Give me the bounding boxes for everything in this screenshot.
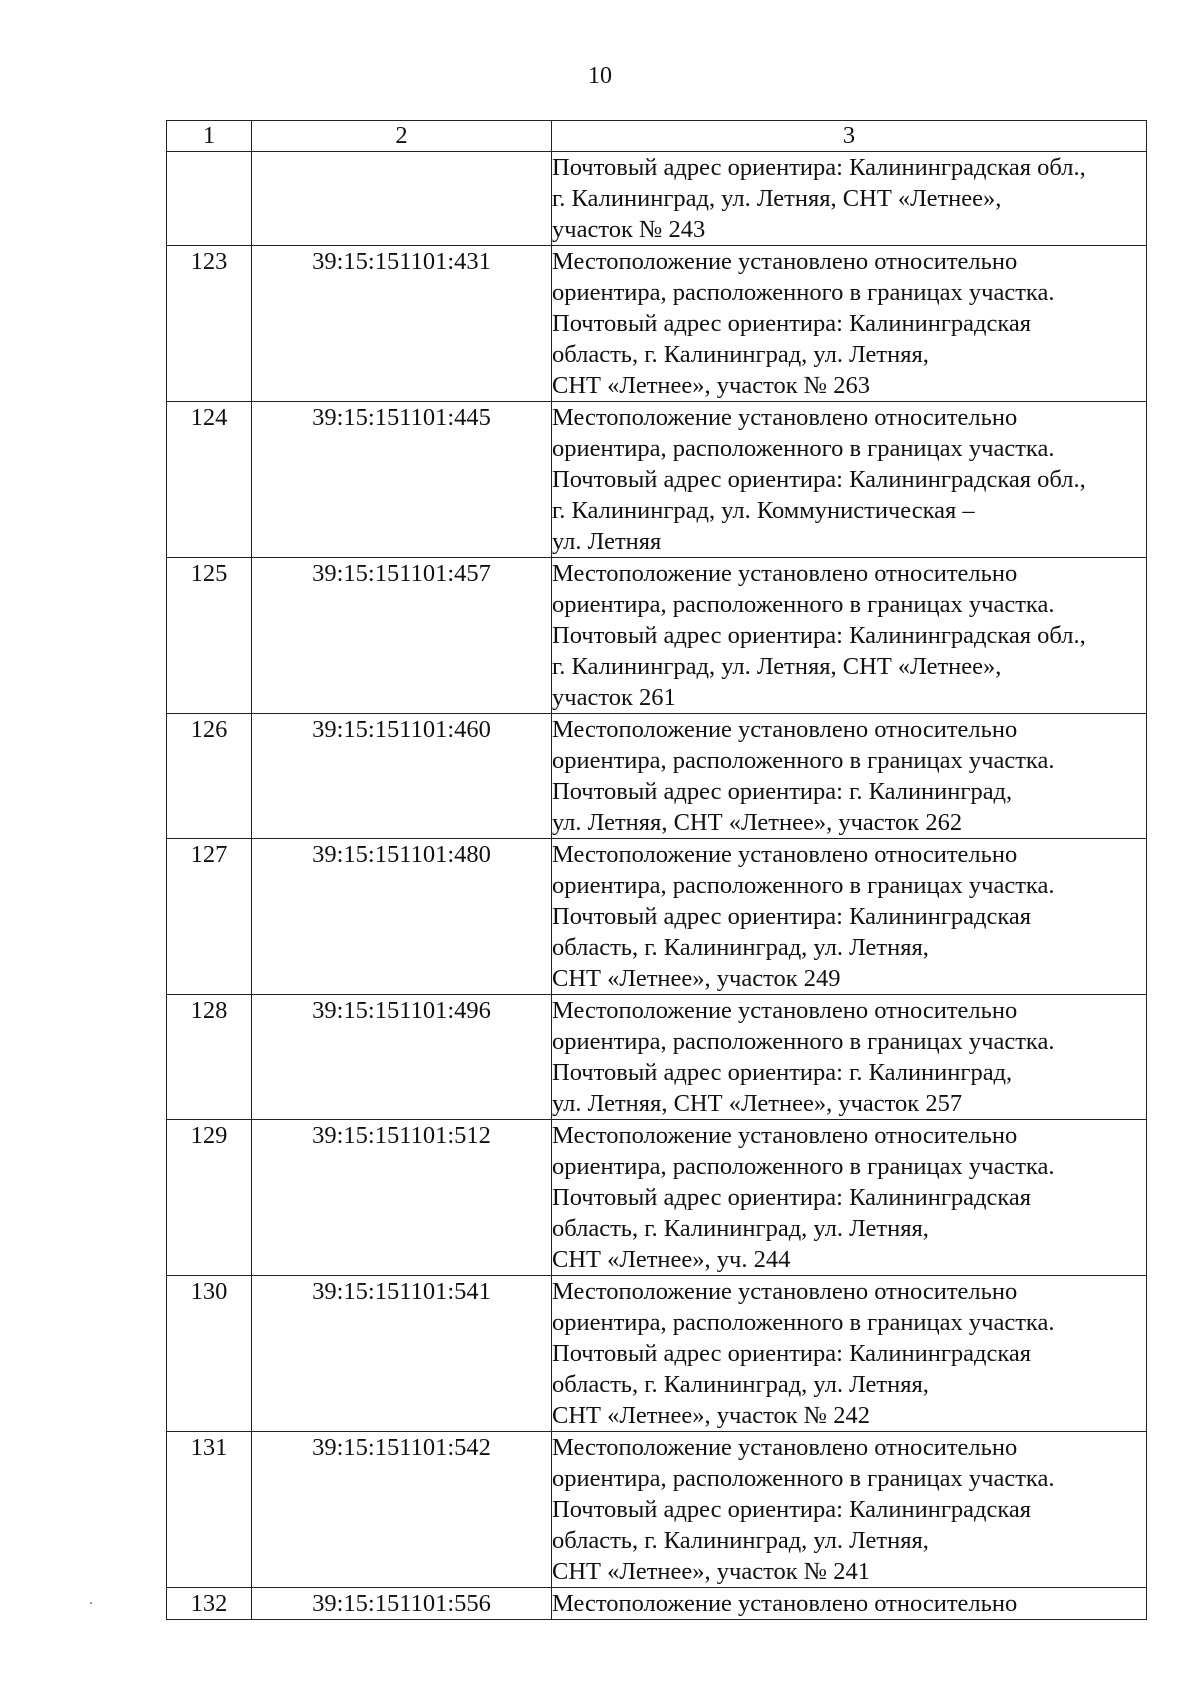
cadastral-number: 39:15:151101:480 bbox=[252, 839, 552, 995]
cadastral-number: 39:15:151101:431 bbox=[252, 246, 552, 402]
location-description: Почтовый адрес ориентира: Калининградская обл., г. Калининград, ул. Летняя, СНТ «Летнее», участок № 243 bbox=[552, 152, 1147, 246]
column-header-1: 1 bbox=[167, 121, 252, 152]
table-row bbox=[167, 839, 1147, 995]
cadastral-number: 39:15:151101:556 bbox=[252, 1588, 552, 1620]
cadastral-number: 39:15:151101:542 bbox=[252, 1432, 552, 1588]
location-description: Местоположение установлено относительно ориентира, расположенного в границах участка. Почтовый адрес ориентира: Калининградская обл., г. Калининград, ул. Летняя, СНТ «Летнее», участок 261 bbox=[552, 558, 1147, 714]
location-description: Местоположение установлено относительно ориентира, расположенного в границах участка. Почтовый адрес ориентира: г. Калининград, ул. Летняя, СНТ «Летнее», участок 262 bbox=[552, 714, 1147, 839]
row-number: 124 bbox=[167, 402, 252, 558]
table-row bbox=[167, 402, 1147, 558]
row-number: 131 bbox=[167, 1432, 252, 1588]
cadastral-number: 39:15:151101:496 bbox=[252, 995, 552, 1120]
cadastral-number: 39:15:151101:541 bbox=[252, 1276, 552, 1432]
column-header-3: 3 bbox=[552, 121, 1147, 152]
column-header-2: 2 bbox=[252, 121, 552, 152]
table-row bbox=[167, 152, 1147, 246]
row-number: 125 bbox=[167, 558, 252, 714]
location-description: Местоположение установлено относительно ориентира, расположенного в границах участка. Почтовый адрес ориентира: Калининградская обл., г. Калининград, ул. Коммунистическая – ул. Летняя bbox=[552, 402, 1147, 558]
header-row bbox=[167, 121, 1147, 152]
row-number: 127 bbox=[167, 839, 252, 995]
location-description: Местоположение установлено относительно ориентира, расположенного в границах участка. Почтовый адрес ориентира: Калининградская область, г. Калининград, ул. Летняя, СНТ «Летнее», уч. 244 bbox=[552, 1120, 1147, 1276]
location-description: Местоположение установлено относительно bbox=[552, 1588, 1147, 1620]
table-row bbox=[167, 246, 1147, 402]
location-description: Местоположение установлено относительно ориентира, расположенного в границах участка. Почтовый адрес ориентира: Калининградская область, г. Калининград, ул. Летняя, СНТ «Летнее», участок № 242 bbox=[552, 1276, 1147, 1432]
row-number: 126 bbox=[167, 714, 252, 839]
row-number: 129 bbox=[167, 1120, 252, 1276]
table-row bbox=[167, 1432, 1147, 1588]
cadastral-number: 39:15:151101:512 bbox=[252, 1120, 552, 1276]
table-row bbox=[167, 995, 1147, 1120]
row-number: 132 bbox=[167, 1588, 252, 1620]
location-description: Местоположение установлено относительно ориентира, расположенного в границах участка. Почтовый адрес ориентира: Калининградская область, г. Калининград, ул. Летняя, СНТ «Летнее», участок 249 bbox=[552, 839, 1147, 995]
scan-speck bbox=[90, 1602, 92, 1604]
location-description: Местоположение установлено относительно ориентира, расположенного в границах участка. Почтовый адрес ориентира: Калининградская область, г. Калининград, ул. Летняя, СНТ «Летнее», участок № 263 bbox=[552, 246, 1147, 402]
page-number: 10 bbox=[588, 63, 612, 89]
table-row bbox=[167, 558, 1147, 714]
table-row bbox=[167, 1120, 1147, 1276]
location-description: Местоположение установлено относительно ориентира, расположенного в границах участка. Почтовый адрес ориентира: Калининградская область, г. Калининград, ул. Летняя, СНТ «Летнее», участок № 241 bbox=[552, 1432, 1147, 1588]
table-row bbox=[167, 1588, 1147, 1620]
row-number: 128 bbox=[167, 995, 252, 1120]
cadastral-number: 39:15:151101:457 bbox=[252, 558, 552, 714]
cadastral-number: 39:15:151101:460 bbox=[252, 714, 552, 839]
row-number bbox=[167, 152, 252, 246]
row-number: 123 bbox=[167, 246, 252, 402]
cadastral-number bbox=[252, 152, 552, 246]
land-plots-table bbox=[166, 120, 1147, 1620]
table-row bbox=[167, 714, 1147, 839]
row-number: 130 bbox=[167, 1276, 252, 1432]
location-description: Местоположение установлено относительно ориентира, расположенного в границах участка. Почтовый адрес ориентира: г. Калининград, ул. Летняя, СНТ «Летнее», участок 257 bbox=[552, 995, 1147, 1120]
cadastral-number: 39:15:151101:445 bbox=[252, 402, 552, 558]
table-row bbox=[167, 1276, 1147, 1432]
